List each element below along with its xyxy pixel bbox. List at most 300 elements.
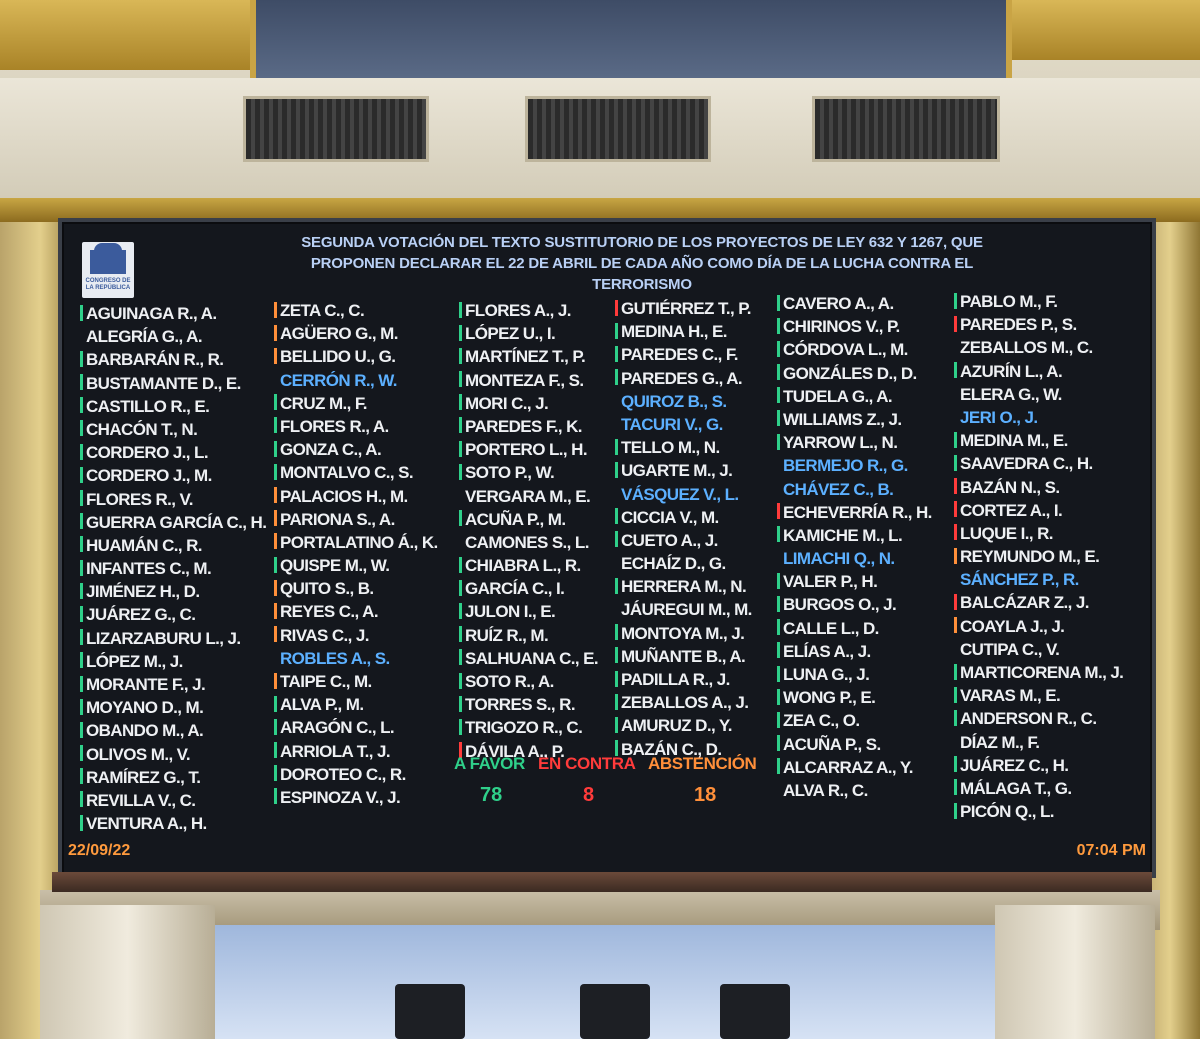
legislator-name: MONTEZA F., S. bbox=[465, 370, 584, 390]
vote-indicator-icon bbox=[615, 578, 618, 594]
legislator-row bbox=[615, 413, 752, 436]
legislator-row bbox=[459, 531, 598, 554]
board-frame-bottom bbox=[52, 872, 1152, 892]
vote-indicator-icon bbox=[80, 536, 83, 552]
vote-indicator-icon bbox=[80, 722, 83, 738]
vote-indicator-icon bbox=[274, 673, 277, 689]
total-abstencion: 18 bbox=[694, 784, 717, 806]
legislator-name: JUÁREZ C., H. bbox=[960, 755, 1069, 775]
vote-indicator-icon bbox=[274, 348, 277, 364]
legislator-row bbox=[274, 647, 438, 670]
vote-indicator-icon bbox=[459, 325, 462, 341]
legislator-name: ALEGRÍA G., A. bbox=[86, 327, 202, 347]
vote-indicator-icon bbox=[954, 548, 957, 564]
legislator-name: ARRIOLA T., J. bbox=[280, 741, 390, 761]
legislator-row bbox=[80, 372, 266, 395]
total-contra: 8 bbox=[583, 784, 595, 806]
legislator-row bbox=[274, 369, 438, 392]
legislator-row bbox=[459, 461, 598, 484]
legislator-name: BAZÁN N., S. bbox=[960, 477, 1060, 497]
legislator-name: RAMÍREZ G., T. bbox=[86, 767, 201, 787]
legislator-name: VALER P., H. bbox=[783, 572, 878, 592]
legislator-row bbox=[274, 438, 438, 461]
vote-indicator-icon bbox=[459, 510, 462, 526]
legislator-name: BARBARÁN R., R. bbox=[86, 350, 224, 370]
legislator-name: PAREDES G., A. bbox=[621, 368, 743, 388]
legislator-name: PICÓN Q., L. bbox=[960, 802, 1054, 822]
legislator-name: OLIVOS M., V. bbox=[86, 744, 190, 764]
legislator-row bbox=[615, 390, 752, 413]
legislator-name: ALVA R., C. bbox=[783, 780, 868, 800]
legislator-name: CHACÓN T., N. bbox=[86, 419, 198, 439]
legislator-name: WILLIAMS Z., J. bbox=[783, 409, 902, 429]
legislator-row bbox=[954, 707, 1123, 730]
legislator-row bbox=[274, 299, 438, 322]
legislator-name: ACUÑA P., S. bbox=[783, 734, 881, 754]
legislator-row bbox=[954, 661, 1123, 684]
legislator-row bbox=[80, 696, 266, 719]
legislator-row bbox=[615, 552, 752, 575]
legislator-row bbox=[80, 673, 266, 696]
legislator-row bbox=[80, 627, 266, 650]
vote-indicator-icon bbox=[954, 756, 957, 772]
legislator-row bbox=[459, 624, 598, 647]
camera bbox=[580, 984, 650, 1039]
legislator-row bbox=[80, 441, 266, 464]
vote-indicator-icon bbox=[80, 513, 83, 529]
vote-indicator-icon bbox=[954, 362, 957, 378]
legislator-name: OBANDO M., A. bbox=[86, 721, 204, 741]
legislator-row bbox=[777, 501, 932, 524]
pillar bbox=[995, 905, 1155, 1039]
legislator-name: ZEBALLOS A., J. bbox=[621, 693, 749, 713]
legislator-row bbox=[459, 554, 598, 577]
legislator-name: JUÁREZ G., C. bbox=[86, 605, 196, 625]
gold-ornament-right bbox=[1000, 0, 1200, 60]
legislator-row bbox=[615, 622, 752, 645]
legislator-name: COAYLA J., J. bbox=[960, 616, 1065, 636]
legislator-name: PADILLA R., J. bbox=[621, 670, 730, 689]
legislator-name: REYMUNDO M., E. bbox=[960, 547, 1100, 567]
vote-indicator-icon bbox=[459, 394, 462, 410]
legislator-name: JÁUREGUI M., M. bbox=[621, 600, 752, 620]
legislator-name: MEDINA H., E. bbox=[621, 322, 727, 342]
legislator-name: CALLE L., D. bbox=[783, 618, 879, 638]
vote-indicator-icon bbox=[274, 417, 277, 433]
legislator-row bbox=[954, 800, 1123, 823]
legislator-name: RUÍZ R., M. bbox=[465, 625, 549, 645]
vote-indicator-icon bbox=[777, 596, 780, 612]
legislator-row bbox=[777, 663, 932, 686]
legislator-row bbox=[459, 693, 598, 716]
legislator-row bbox=[274, 322, 438, 345]
legislator-row bbox=[80, 603, 266, 626]
legislator-name: PORTERO L., H. bbox=[465, 440, 587, 460]
legislator-row bbox=[777, 315, 932, 338]
legislator-name: ZEBALLOS M., C. bbox=[960, 338, 1093, 358]
vote-indicator-icon bbox=[777, 758, 780, 774]
vote-indicator-icon bbox=[954, 339, 957, 355]
legislator-row bbox=[777, 547, 932, 570]
legislator-name: SAAVEDRA C., H. bbox=[960, 454, 1093, 474]
legislator-row bbox=[777, 733, 932, 756]
legislator-name: REYES C., A. bbox=[280, 602, 378, 622]
camera bbox=[395, 984, 465, 1039]
legislator-row bbox=[459, 369, 598, 392]
legislator-column-4 bbox=[615, 297, 752, 761]
legislator-row bbox=[615, 483, 752, 506]
legislator-name: ALCARRAZ A., Y. bbox=[783, 757, 913, 777]
legislator-row bbox=[80, 395, 266, 418]
vote-indicator-icon bbox=[274, 603, 277, 619]
legislator-row bbox=[954, 406, 1123, 429]
vote-indicator-icon bbox=[615, 439, 618, 455]
legislator-name: ACUÑA P., M. bbox=[465, 509, 566, 529]
camera bbox=[720, 984, 790, 1039]
vote-indicator-icon bbox=[777, 689, 780, 705]
vote-indicator-icon bbox=[274, 626, 277, 642]
vote-indicator-icon bbox=[459, 580, 462, 596]
legislator-name: CORTEZ A., I. bbox=[960, 500, 1063, 520]
legislator-row bbox=[777, 756, 932, 779]
vote-indicator-icon bbox=[615, 671, 618, 687]
vote-indicator-icon bbox=[274, 325, 277, 341]
vote-indicator-icon bbox=[80, 397, 83, 413]
legislator-name: GUERRA GARCÍA C., H. bbox=[86, 512, 267, 532]
legislator-column-3 bbox=[459, 299, 598, 763]
vote-indicator-icon bbox=[777, 318, 780, 334]
vote-indicator-icon bbox=[954, 385, 957, 401]
vote-indicator-icon bbox=[954, 594, 957, 610]
vote-indicator-icon bbox=[80, 629, 83, 645]
legislator-row bbox=[954, 568, 1123, 591]
legislator-name: SALHUANA C., E. bbox=[465, 648, 598, 668]
vote-indicator-icon bbox=[954, 432, 957, 448]
vote-indicator-icon bbox=[954, 779, 957, 795]
vote-indicator-icon bbox=[80, 374, 83, 390]
vote-indicator-icon bbox=[274, 557, 277, 573]
vote-indicator-icon bbox=[777, 712, 780, 728]
legislator-name: YARROW L., N. bbox=[783, 433, 898, 453]
legislator-name: CORDERO J., L. bbox=[86, 443, 208, 463]
vote-indicator-icon bbox=[777, 457, 780, 473]
legislator-row bbox=[274, 531, 438, 554]
legislator-name: SÁNCHEZ P., R. bbox=[960, 570, 1079, 590]
legislator-name: CHÁVEZ C., B. bbox=[783, 479, 894, 499]
vote-indicator-icon bbox=[80, 699, 83, 715]
vote-indicator-icon bbox=[777, 781, 780, 797]
legislator-name: CUETO A., J. bbox=[621, 530, 718, 550]
dome-panel bbox=[250, 0, 1012, 78]
legislator-name: FLORES R., A. bbox=[280, 416, 389, 436]
legislator-row bbox=[459, 299, 598, 322]
legislator-name: SOTO P., W. bbox=[465, 463, 555, 483]
vote-indicator-icon bbox=[777, 550, 780, 566]
vote-indicator-icon bbox=[615, 508, 618, 524]
vote-indicator-icon bbox=[80, 791, 83, 807]
vote-indicator-icon bbox=[615, 601, 618, 617]
legislator-row bbox=[274, 554, 438, 577]
vote-indicator-icon bbox=[777, 434, 780, 450]
vote-indicator-icon bbox=[80, 490, 83, 506]
legislator-row bbox=[80, 302, 266, 325]
legislator-row bbox=[80, 743, 266, 766]
vote-indicator-icon bbox=[80, 420, 83, 436]
legislator-row bbox=[777, 524, 932, 547]
legislator-row bbox=[80, 580, 266, 603]
legislator-row bbox=[777, 408, 932, 431]
vote-indicator-icon bbox=[777, 526, 780, 542]
legislator-name: REVILLA V., C. bbox=[86, 790, 196, 810]
legislator-name: MARTÍNEZ T., P. bbox=[465, 347, 586, 367]
vote-indicator-icon bbox=[615, 369, 618, 385]
legislator-row bbox=[777, 779, 932, 802]
legislator-row bbox=[777, 338, 932, 361]
legislator-row bbox=[777, 385, 932, 408]
legislator-row bbox=[615, 436, 752, 459]
title-line: TERRORISMO bbox=[592, 276, 692, 293]
legislator-name: CHIABRA L., R. bbox=[465, 556, 581, 576]
pillar bbox=[40, 905, 215, 1039]
vote-indicator-icon bbox=[954, 710, 957, 726]
vote-indicator-icon bbox=[954, 316, 957, 332]
legislator-name: PAREDES P., S. bbox=[960, 315, 1077, 335]
vote-indicator-icon bbox=[274, 788, 277, 804]
vote-indicator-icon bbox=[615, 531, 618, 547]
legislator-row bbox=[274, 508, 438, 531]
legislator-row bbox=[615, 367, 752, 390]
legislator-name: TRIGOZO R., C. bbox=[465, 718, 583, 738]
vote-indicator-icon bbox=[954, 571, 957, 587]
legislator-column-5 bbox=[777, 292, 932, 802]
legislator-row bbox=[80, 534, 266, 557]
legislator-row bbox=[274, 670, 438, 693]
legislator-row bbox=[777, 709, 932, 732]
legislator-row bbox=[954, 754, 1123, 777]
legislator-row bbox=[954, 545, 1123, 568]
legislator-row bbox=[274, 485, 438, 508]
vote-indicator-icon bbox=[459, 417, 462, 433]
legislator-row bbox=[954, 522, 1123, 545]
vote-indicator-icon bbox=[274, 371, 277, 387]
vote-indicator-icon bbox=[459, 464, 462, 480]
legislator-name: CRUZ M., F. bbox=[280, 393, 367, 413]
legislator-name: JULON I., E. bbox=[465, 602, 556, 622]
vote-indicator-icon bbox=[274, 464, 277, 480]
vote-indicator-icon bbox=[777, 735, 780, 751]
legislator-name: QUIROZ B., S. bbox=[621, 391, 727, 411]
vote-indicator-icon bbox=[80, 768, 83, 784]
legislator-name: RIVAS C., J. bbox=[280, 625, 369, 645]
building-icon bbox=[90, 250, 126, 274]
vote-indicator-icon bbox=[459, 696, 462, 712]
vote-indicator-icon bbox=[459, 603, 462, 619]
legend-favor: A FAVOR bbox=[454, 754, 525, 773]
legislator-row bbox=[274, 415, 438, 438]
legislator-name: LIMACHI Q., N. bbox=[783, 549, 895, 569]
legislator-row bbox=[80, 789, 266, 812]
legislator-name: ECHAÍZ D., G. bbox=[621, 554, 726, 574]
legislator-name: KAMICHE M., L. bbox=[783, 525, 903, 545]
legislator-name: ESPINOZA V., J. bbox=[280, 787, 401, 807]
legislator-row bbox=[954, 777, 1123, 800]
vote-indicator-icon bbox=[954, 640, 957, 656]
legislator-row bbox=[80, 348, 266, 371]
legislator-row bbox=[615, 691, 752, 714]
legislator-row bbox=[459, 392, 598, 415]
vote-indicator-icon bbox=[615, 392, 618, 408]
legislator-name: BERMEJO R., G. bbox=[783, 456, 908, 476]
legislator-row bbox=[80, 325, 266, 348]
logo-text: CONGRESO DE LA REPÚBLICA bbox=[85, 278, 131, 291]
legislator-row bbox=[777, 362, 932, 385]
gold-ornament-left bbox=[0, 0, 250, 70]
congress-logo bbox=[82, 242, 134, 298]
vote-indicator-icon bbox=[615, 300, 618, 316]
legislator-row bbox=[777, 431, 932, 454]
vote-indicator-icon bbox=[274, 719, 277, 735]
vote-indicator-icon bbox=[615, 346, 618, 362]
legislator-row bbox=[954, 591, 1123, 614]
vote-indicator-icon bbox=[459, 557, 462, 573]
vote-indicator-icon bbox=[80, 560, 83, 576]
vote-indicator-icon bbox=[615, 485, 618, 501]
vote-indicator-icon bbox=[459, 626, 462, 642]
legislator-name: ZEA C., O. bbox=[783, 711, 860, 731]
legislator-name: GARCÍA C., I. bbox=[465, 579, 565, 599]
legislator-name: AMURUZ D., Y. bbox=[621, 716, 732, 736]
legislator-name: MORI C., J. bbox=[465, 393, 549, 413]
vote-indicator-icon bbox=[80, 328, 83, 344]
legislator-row bbox=[954, 383, 1123, 406]
legislator-row bbox=[615, 459, 752, 482]
legislator-name: HERRERA M., N. bbox=[621, 577, 747, 597]
legislator-name: GUTIÉRREZ T., P. bbox=[621, 299, 751, 318]
vote-indicator-icon bbox=[80, 467, 83, 483]
legislator-name: ELERA G., W. bbox=[960, 384, 1062, 404]
legislator-row bbox=[954, 476, 1123, 499]
legislator-name: VENTURA A., H. bbox=[86, 814, 207, 834]
legislator-name: BELLIDO U., G. bbox=[280, 347, 396, 367]
total-favor: 78 bbox=[480, 784, 503, 806]
legislator-row bbox=[777, 292, 932, 315]
vote-indicator-icon bbox=[274, 765, 277, 781]
vote-indicator-icon bbox=[274, 302, 277, 318]
legislator-row bbox=[615, 343, 752, 366]
legislator-column-2 bbox=[274, 299, 438, 809]
legislator-name: AZURÍN L., A. bbox=[960, 361, 1063, 381]
legislator-name: UGARTE M., J. bbox=[621, 461, 733, 481]
legislator-row bbox=[459, 670, 598, 693]
legislator-name: BAZÁN C., D. bbox=[621, 739, 722, 759]
vote-indicator-icon bbox=[777, 642, 780, 658]
vote-indicator-icon bbox=[954, 455, 957, 471]
legislator-row bbox=[615, 668, 752, 691]
vote-indicator-icon bbox=[274, 441, 277, 457]
legislator-name: TORRES S., R. bbox=[465, 695, 575, 715]
legislator-name: TELLO M., N. bbox=[621, 438, 720, 458]
vote-indicator-icon bbox=[80, 351, 83, 367]
title-line: PROPONEN DECLARAR EL 22 DE ABRIL DE CADA AÑO COMO DÍA DE LA LUCHA CONTRA EL bbox=[310, 255, 974, 272]
legislator-name: GONZA C., A. bbox=[280, 440, 382, 460]
legislator-row bbox=[777, 478, 932, 501]
vote-indicator-icon bbox=[80, 745, 83, 761]
vote-indicator-icon bbox=[80, 305, 83, 321]
vote-indicator-icon bbox=[954, 664, 957, 680]
vote-indicator-icon bbox=[80, 583, 83, 599]
legislator-name: JIMÉNEZ H., D. bbox=[86, 582, 200, 602]
vote-indicator-icon bbox=[459, 441, 462, 457]
legislator-name: CERRÓN R., W. bbox=[280, 370, 397, 390]
vote-indicator-icon bbox=[274, 394, 277, 410]
legislator-name: AGÜERO G., M. bbox=[280, 324, 398, 344]
vote-indicator-icon bbox=[615, 717, 618, 733]
vote-indicator-icon bbox=[954, 524, 957, 540]
legislator-row bbox=[459, 600, 598, 623]
vote-title bbox=[252, 232, 1032, 295]
legislator-row bbox=[954, 731, 1123, 754]
vote-indicator-icon bbox=[459, 302, 462, 318]
vote-indicator-icon bbox=[459, 673, 462, 689]
vote-board bbox=[58, 218, 1156, 878]
legislator-row bbox=[80, 719, 266, 742]
legislator-name: PAREDES F., K. bbox=[465, 416, 582, 436]
legislator-row bbox=[274, 740, 438, 763]
legislator-row bbox=[80, 557, 266, 580]
legislator-row bbox=[615, 575, 752, 598]
legislator-row bbox=[459, 485, 598, 508]
legislator-row bbox=[459, 415, 598, 438]
legislator-row bbox=[274, 624, 438, 647]
legislator-column-6 bbox=[954, 290, 1123, 823]
legislator-row bbox=[459, 647, 598, 670]
legislator-name: MUÑANTE B., A. bbox=[621, 646, 746, 666]
legislator-row bbox=[459, 716, 598, 739]
legislator-row bbox=[615, 598, 752, 621]
legislator-row bbox=[274, 577, 438, 600]
vote-indicator-icon bbox=[954, 478, 957, 494]
vote-indicator-icon bbox=[274, 533, 277, 549]
vote-indicator-icon bbox=[615, 647, 618, 663]
legislator-name: JERI O., J. bbox=[960, 407, 1038, 427]
legislator-name: VÁSQUEZ V., L. bbox=[621, 484, 739, 504]
legislator-name: CORDERO J., M. bbox=[86, 466, 212, 486]
legislator-name: TAIPE C., M. bbox=[280, 672, 372, 691]
vote-indicator-icon bbox=[954, 293, 957, 309]
vote-indicator-icon bbox=[777, 410, 780, 426]
vote-indicator-icon bbox=[615, 694, 618, 710]
vote-indicator-icon bbox=[274, 649, 277, 665]
legislator-name: SOTO R., A. bbox=[465, 672, 554, 691]
legislator-name: INFANTES C., M. bbox=[86, 559, 212, 579]
vote-indicator-icon bbox=[274, 742, 277, 758]
legislator-name: HUAMÁN C., R. bbox=[86, 535, 202, 555]
vote-indicator-icon bbox=[954, 501, 957, 517]
legend-contra: EN CONTRA bbox=[538, 754, 636, 773]
vote-time: 07:04 PM bbox=[1076, 842, 1146, 859]
vote-indicator-icon bbox=[777, 387, 780, 403]
legislator-name: VERGARA M., E. bbox=[465, 486, 591, 506]
legislator-name: LÓPEZ U., I. bbox=[465, 324, 556, 344]
vote-indicator-icon bbox=[274, 580, 277, 596]
vote-indicator-icon bbox=[615, 555, 618, 571]
vote-indicator-icon bbox=[459, 719, 462, 735]
vote-indicator-icon bbox=[615, 323, 618, 339]
legislator-row bbox=[274, 600, 438, 623]
legislator-name: LÓPEZ M., J. bbox=[86, 651, 183, 671]
legislator-row bbox=[954, 290, 1123, 313]
vote-indicator-icon bbox=[274, 510, 277, 526]
